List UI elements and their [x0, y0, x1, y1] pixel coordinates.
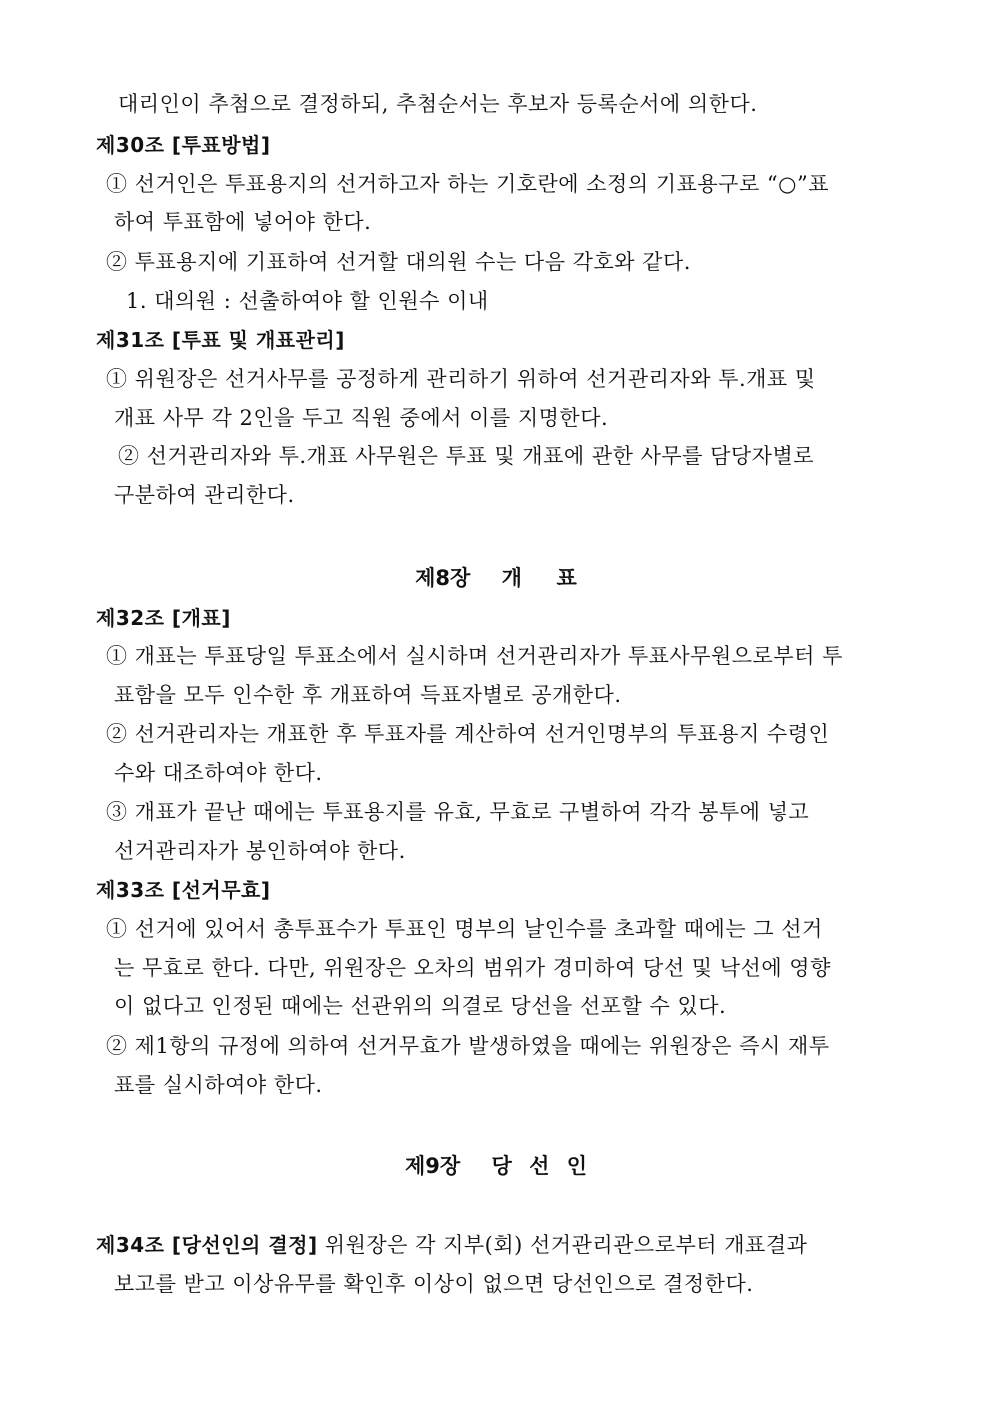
article-30-item-1: 1. 대의원 : 선출하여야 할 인원수 이내	[126, 289, 489, 313]
article-31-para-2-line-1: ② 선거관리자와 투.개표 사무원은 투표 및 개표에 관한 사무를 담당자별로	[118, 444, 815, 468]
article-31-para-2-line-2: 구분하여 관리한다.	[114, 483, 295, 507]
article-32-para-1-line-1: ① 개표는 투표당일 투표소에서 실시하며 선거관리자가 투표사무원으로부터 투	[106, 644, 843, 668]
continuation-text: 대리인이 추첨으로 결정하되, 추첨순서는 후보자 등록순서에 의한다.	[118, 92, 758, 116]
article-30-para-1-line-2: 하여 투표함에 넣어야 한다.	[114, 210, 372, 234]
article-34-line-1	[96, 1231, 807, 1259]
chapter-9-number: 제9장	[405, 1154, 461, 1178]
article-34-text-line-1: 위원장은 각 지부(회) 선거관리관으로부터 개표결과	[324, 1233, 808, 1257]
article-32-heading: 제32조 [개표]	[96, 606, 231, 630]
article-34-text-line-2: 보고를 받고 이상유무를 확인후 이상이 없으면 당선인으로 결정한다.	[114, 1272, 754, 1296]
article-31-heading: 제31조 [투표 및 개표관리]	[96, 328, 345, 352]
article-33-para-1-line-2: 는 무효로 한다. 다만, 위원장은 오차의 범위가 경미하여 당선 및 낙선에 영향	[114, 956, 831, 980]
article-30-para-1-line-1: ① 선거인은 투표용지의 선거하고자 하는 기호란에 소정의 기표용구로 “○”표	[106, 172, 829, 196]
article-30-heading: 제30조 [투표방법]	[96, 133, 271, 157]
article-32-para-3-line-1: ③ 개표가 끝난 때에는 투표용지를 유효, 무효로 구별하여 각각 봉투에 넣고	[106, 800, 810, 824]
article-33-para-2-line-2: 표를 실시하여야 한다.	[114, 1073, 323, 1097]
chapter-8-number: 제8장	[415, 566, 471, 590]
article-32-para-2-line-1: ② 선거관리자는 개표한 후 투표자를 계산하여 선거인명부의 투표용지 수령인	[106, 722, 830, 746]
article-33-para-1-line-3: 이 없다고 인정된 때에는 선관위의 의결로 당선을 선포할 수 있다.	[114, 994, 727, 1018]
article-31-para-1-line-1: ① 위원장은 선거사무를 공정하게 관리하기 위하여 선거관리자와 투.개표 및	[106, 367, 816, 391]
article-31-para-1-line-2: 개표 사무 각 2인을 두고 직원 중에서 이를 지명한다.	[114, 406, 609, 430]
chapter-8-name: 개 표	[501, 566, 577, 590]
chapter-8-title	[0, 564, 992, 592]
chapter-9-name: 당 선 인	[491, 1154, 587, 1178]
article-33-para-1-line-1: ① 선거에 있어서 총투표수가 투표인 명부의 날인수를 초과할 때에는 그 선거	[106, 917, 823, 941]
article-32-para-2-line-2: 수와 대조하여야 한다.	[114, 761, 323, 785]
article-33-para-2-line-1: ② 제1항의 규정에 의하여 선거무효가 발생하였을 때에는 위원장은 즉시 재투	[106, 1034, 830, 1058]
article-32-para-3-line-2: 선거관리자가 봉인하여야 한다.	[114, 839, 406, 863]
article-32-para-1-line-2: 표함을 모두 인수한 후 개표하여 득표자별로 공개한다.	[114, 683, 622, 707]
article-30-para-2-line-1: ② 투표용지에 기표하여 선거할 대의원 수는 다음 각호와 같다.	[106, 250, 691, 274]
chapter-9-title	[0, 1152, 992, 1180]
article-33-heading: 제33조 [선거무효]	[96, 878, 271, 902]
article-34-heading: 제34조 [당선인의 결정]	[96, 1233, 318, 1257]
